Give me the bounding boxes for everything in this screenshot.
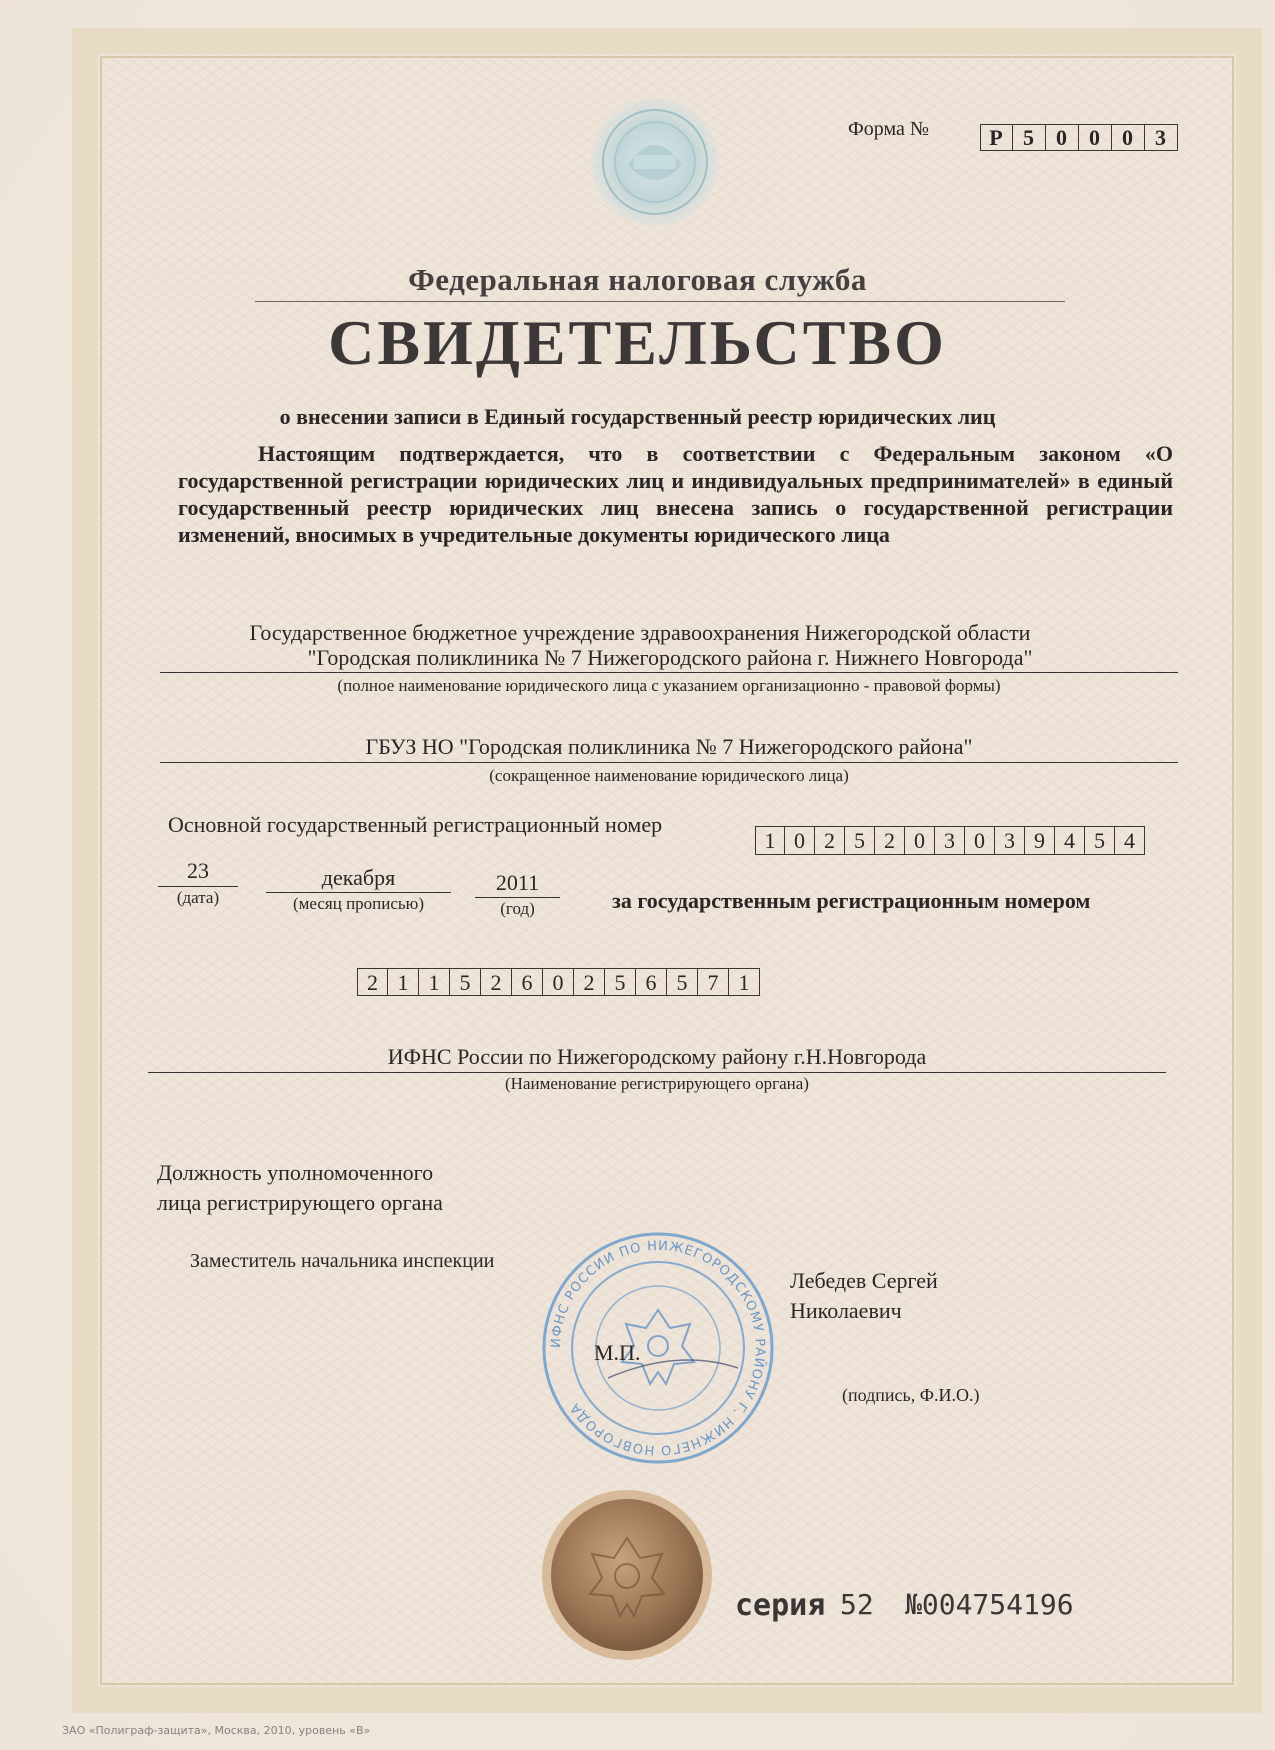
ogrn-cell: 9 <box>1025 826 1055 855</box>
full-name-line-1: Государственное бюджетное учреждение здравоохранения Нижегородской области <box>249 620 1031 645</box>
grn-cell: 2 <box>574 968 605 996</box>
hologram-emblem-icon <box>588 95 723 230</box>
svg-text:ИФНС РОССИИ ПО НИЖЕГОРОДСКОМУ <box>549 1239 768 1457</box>
ogrn-cell: 0 <box>905 826 935 855</box>
grn-cell: 1 <box>419 968 450 996</box>
authority-hint: (Наименование регистрирующего органа) <box>505 1074 809 1093</box>
grn-cell: 5 <box>605 968 636 996</box>
form-cell: 0 <box>1079 124 1112 151</box>
grn-cell: 5 <box>667 968 698 996</box>
form-cell: 0 <box>1112 124 1145 151</box>
position-label-1: Должность уполномоченного <box>157 1160 434 1185</box>
ogrn-cell: 0 <box>785 826 815 855</box>
full-name-rule <box>160 672 1178 673</box>
printer-credit: ЗАО «Полиграф-защита», Москва, 2010, уровень «В» <box>62 1724 371 1737</box>
official-name-2: Николаевич <box>790 1298 902 1323</box>
position-label-2: лица регистрирующего органа <box>157 1190 443 1215</box>
ogrn-label: Основной государственный регистрационный номер <box>168 812 663 837</box>
gold-seal-icon <box>540 1488 715 1663</box>
date-month-rule <box>266 892 451 893</box>
stamp-text: ИФНС РОССИИ ПО НИЖЕГОРОДСКОМУ РАЙОНУ Г. НИЖНЕГО НОВГОРОДА <box>548 1238 768 1458</box>
ogrn-cell: 5 <box>1085 826 1115 855</box>
form-cell: Р <box>980 124 1013 151</box>
mp-mark: М.П. <box>594 1340 641 1365</box>
ogrn-cell: 5 <box>845 826 875 855</box>
short-name: ГБУЗ НО "Городская поликлиника № 7 Нижегородского района" <box>365 734 973 759</box>
grn-cell: 7 <box>698 968 729 996</box>
grn-cells <box>357 968 760 996</box>
date-month-hint: (месяц прописью) <box>292 894 425 913</box>
form-number-cells <box>980 124 1178 151</box>
date-year-rule <box>475 897 560 898</box>
short-name-hint: (сокращенное наименование юридического лица) <box>489 766 849 785</box>
full-name-line-2: "Городская поликлиника № 7 Нижегородского района г. Нижнего Новгорода" <box>307 645 1033 670</box>
registering-authority: ИФНС России по Нижегородскому району г.Н.Новгорода <box>387 1044 927 1069</box>
grn-cell: 6 <box>636 968 667 996</box>
grn-cell: 1 <box>729 968 760 996</box>
agency-title: Федеральная налоговая служба <box>408 262 867 297</box>
grn-cell: 2 <box>357 968 388 996</box>
ogrn-cell: 2 <box>815 826 845 855</box>
full-name-hint: (полное наименование юридического лица с указанием организационно - правовой формы) <box>337 676 1001 695</box>
title-rule <box>255 301 1065 302</box>
grn-cell: 2 <box>481 968 512 996</box>
form-label: Форма № <box>848 118 929 140</box>
ogrn-cell: 1 <box>755 826 785 855</box>
date-day: 23 <box>187 858 209 883</box>
grn-cell: 6 <box>512 968 543 996</box>
date-month: декабря <box>321 865 396 890</box>
signature-hint: (подпись, Ф.И.О.) <box>842 1385 980 1405</box>
ogrn-cell: 3 <box>995 826 1025 855</box>
date-day-hint: (дата) <box>176 888 220 907</box>
registration-number-label: за государственным регистрационным номером <box>612 888 1091 913</box>
ogrn-cell: 0 <box>965 826 995 855</box>
date-day-rule <box>158 886 238 887</box>
date-year: 2011 <box>495 870 540 895</box>
ogrn-cell: 4 <box>1115 826 1145 855</box>
grn-cell: 5 <box>450 968 481 996</box>
series-value: 52 <box>840 1588 874 1621</box>
ogrn-cell: 4 <box>1055 826 1085 855</box>
confirmation-paragraph: Настоящим подтверждается, что в соответствии с Федеральным законом «О государственной регистрации юридических лиц и индивидуальных предпринимателей» в единый государственный реестр юридических лиц внесена запись о государственной регистрации изменений, вносимых в учредительные документы юридического лица <box>178 441 1173 547</box>
form-cell: 3 <box>1145 124 1178 151</box>
date-year-hint: (год) <box>500 899 535 918</box>
official-name-1: Лебедев Сергей <box>790 1268 938 1293</box>
certificate-title: СВИДЕТЕЛЬСТВО <box>328 307 947 378</box>
ogrn-cell: 3 <box>935 826 965 855</box>
series-label: серия <box>735 1588 826 1623</box>
ogrn-cells <box>755 826 1145 855</box>
certificate-subtitle: о внесении записи в Единый государственный реестр юридических лиц <box>279 404 996 429</box>
form-cell: 5 <box>1013 124 1046 151</box>
authority-rule <box>148 1072 1166 1073</box>
series-number: №004754196 <box>905 1588 1074 1621</box>
grn-cell: 0 <box>543 968 574 996</box>
blue-official-stamp-icon <box>538 1228 778 1468</box>
ogrn-cell: 2 <box>875 826 905 855</box>
grn-cell: 1 <box>388 968 419 996</box>
official-position: Заместитель начальника инспекции <box>190 1250 495 1272</box>
short-name-rule <box>160 762 1178 763</box>
form-cell: 0 <box>1046 124 1079 151</box>
